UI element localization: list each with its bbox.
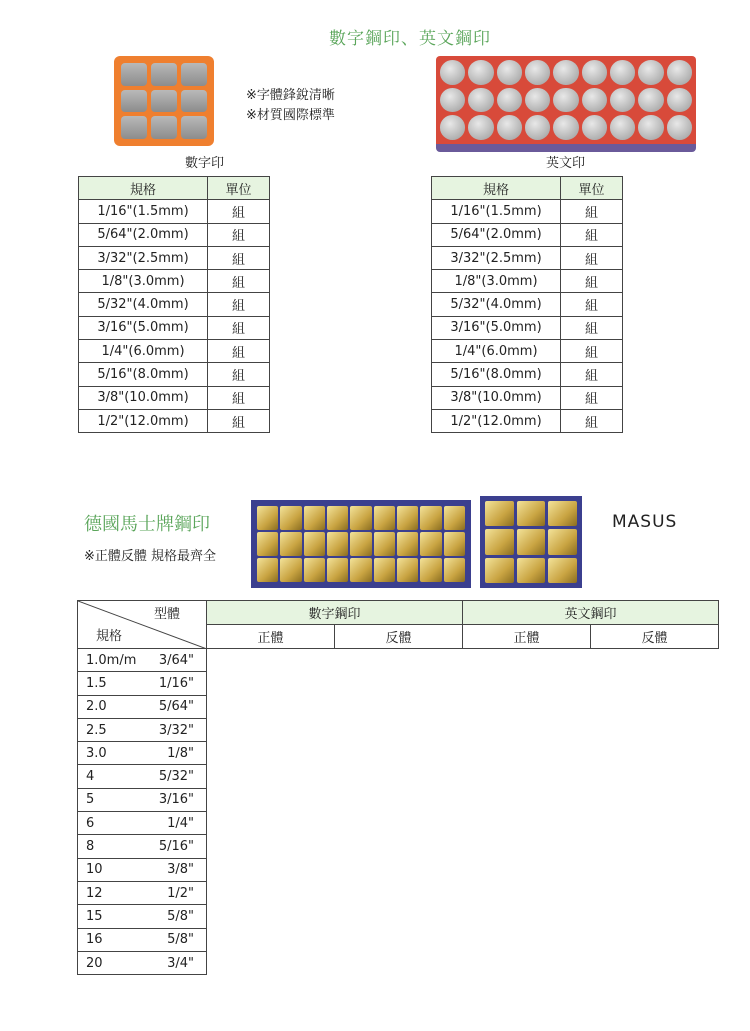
spec-rows: [79, 200, 270, 433]
size-cell: [78, 835, 207, 858]
metric-size: 12: [86, 885, 103, 901]
spec-cell: 3/8"(10.0mm): [79, 386, 208, 409]
metric-size: 16: [86, 932, 103, 948]
letter-stamp-caption: 英文印: [546, 156, 586, 171]
table-row: [78, 905, 207, 928]
unit-cell: 組: [208, 200, 270, 223]
table-row: [432, 340, 623, 363]
masus-letter-stamp-image: [251, 500, 471, 588]
unit-cell: 組: [208, 363, 270, 386]
inch-size: 1/8": [167, 745, 194, 761]
spec-cell: 5/64"(2.0mm): [79, 223, 208, 246]
unit-cell: 組: [561, 223, 623, 246]
table-row: [79, 363, 270, 386]
table-row: [432, 363, 623, 386]
masus-number-stamp-image: [480, 496, 582, 588]
unit-cell: 組: [561, 340, 623, 363]
unit-cell: 組: [561, 316, 623, 339]
column-header-unit: 單位: [561, 177, 623, 200]
size-rows: [78, 601, 207, 975]
table-row: [432, 270, 623, 293]
metric-size: 2.0: [86, 699, 107, 715]
brand-name: MASUS: [612, 512, 678, 532]
inch-size: 1/4": [167, 815, 194, 831]
spec-cell: 5/16"(8.0mm): [79, 363, 208, 386]
sub-header-reverse: 反體: [335, 625, 463, 649]
spec-cell: 3/32"(2.5mm): [79, 246, 208, 269]
spec-cell: 3/16"(5.0mm): [79, 316, 208, 339]
inch-size: 5/32": [158, 769, 194, 785]
unit-cell: 組: [561, 409, 623, 432]
table-row: [78, 835, 207, 858]
unit-cell: 組: [561, 246, 623, 269]
spec-cell: 3/32"(2.5mm): [432, 246, 561, 269]
inch-size: 3/32": [158, 722, 194, 738]
metric-size: 1.5: [86, 675, 107, 691]
table-row: [432, 293, 623, 316]
table-row: [432, 409, 623, 432]
table-row: [78, 858, 207, 881]
metric-size: 6: [86, 815, 95, 831]
spec-cell: 1/4"(6.0mm): [432, 340, 561, 363]
column-header-spec: 規格: [79, 177, 208, 200]
unit-cell: 組: [561, 363, 623, 386]
table-row: [79, 316, 270, 339]
feature-notes: [246, 86, 335, 126]
corner-header: [78, 601, 207, 649]
metric-size: 2.5: [86, 722, 107, 738]
spec-cell: 1/2"(12.0mm): [79, 409, 208, 432]
number-spec-table: [78, 176, 270, 433]
column-header-spec: 規格: [432, 177, 561, 200]
unit-cell: 組: [561, 293, 623, 316]
number-stamp-caption: 數字印: [185, 156, 225, 171]
table-row: [78, 672, 207, 695]
spec-cell: 5/64"(2.0mm): [432, 223, 561, 246]
metric-size: 5: [86, 792, 95, 808]
letter-spec-table: [431, 176, 623, 433]
size-cell: [78, 695, 207, 718]
table-row: [79, 270, 270, 293]
table-row: [432, 223, 623, 246]
spec-cell: 3/16"(5.0mm): [432, 316, 561, 339]
column-header-unit: 單位: [208, 177, 270, 200]
metric-size: 4: [86, 769, 95, 785]
table-row: [78, 742, 207, 765]
unit-cell: 組: [208, 386, 270, 409]
note-line: ※字體鋒銳清晰: [246, 88, 335, 103]
table-row: [432, 200, 623, 223]
size-cell: [78, 905, 207, 928]
sub-header-reverse: 反體: [591, 625, 719, 649]
table-row: [79, 386, 270, 409]
inch-size: 1/2": [167, 885, 194, 901]
table-row: [79, 246, 270, 269]
spec-cell: 1/16"(1.5mm): [432, 200, 561, 223]
spec-cell: 1/8"(3.0mm): [79, 270, 208, 293]
spec-cell: 3/8"(10.0mm): [432, 386, 561, 409]
table-row: [79, 200, 270, 223]
inch-size: 3/64": [158, 652, 194, 668]
size-cell: [78, 881, 207, 904]
size-cell: [78, 742, 207, 765]
table-row: [78, 881, 207, 904]
unit-cell: 組: [208, 340, 270, 363]
spec-cell: 1/4"(6.0mm): [79, 340, 208, 363]
unit-cell: 組: [208, 316, 270, 339]
table-row: [78, 812, 207, 835]
spec-cell: 1/8"(3.0mm): [432, 270, 561, 293]
table-row: [79, 223, 270, 246]
size-cell: [78, 649, 207, 672]
unit-cell: 組: [561, 270, 623, 293]
table-row: [432, 386, 623, 409]
inch-size: 3/8": [167, 862, 194, 878]
corner-label-spec: 規格: [96, 629, 123, 644]
masus-title: 德國馬士牌鋼印: [84, 514, 210, 535]
size-cell: [78, 858, 207, 881]
table-row: [78, 695, 207, 718]
inch-size: 5/8": [167, 908, 194, 924]
sub-header-upright: 正體: [207, 625, 335, 649]
table-row: [78, 718, 207, 741]
unit-cell: 組: [561, 386, 623, 409]
inch-size: 3/16": [158, 792, 194, 808]
metric-size: 8: [86, 839, 95, 855]
table-row: [78, 928, 207, 951]
table-row: [79, 340, 270, 363]
type-header-table: [206, 600, 719, 649]
page-title: 數字鋼印、英文鋼印: [329, 29, 491, 49]
unit-cell: 組: [208, 293, 270, 316]
size-cell: [78, 765, 207, 788]
size-cell: [78, 672, 207, 695]
masus-note: ※正體反體 規格最齊全: [84, 549, 217, 564]
note-line: ※材質國際標準: [246, 108, 335, 123]
spec-cell: 5/32"(4.0mm): [432, 293, 561, 316]
size-cell: [78, 718, 207, 741]
number-stamp-set-image: [114, 56, 214, 146]
size-table: [77, 600, 207, 975]
size-cell: [78, 812, 207, 835]
spec-cell: 1/16"(1.5mm): [79, 200, 208, 223]
table-row: [432, 246, 623, 269]
inch-size: 3/4": [167, 955, 194, 971]
spec-rows: [432, 200, 623, 433]
table-row: [78, 649, 207, 672]
group-header-letter: 英文鋼印: [463, 601, 719, 625]
letter-stamp-set-image: [436, 56, 696, 152]
size-cell: [78, 951, 207, 974]
table-row: [79, 409, 270, 432]
unit-cell: 組: [208, 246, 270, 269]
metric-size: 10: [86, 862, 103, 878]
spec-cell: 5/16"(8.0mm): [432, 363, 561, 386]
inch-size: 5/64": [158, 699, 194, 715]
metric-size: 3.0: [86, 745, 107, 761]
table-row: [432, 316, 623, 339]
group-header-number: 數字鋼印: [207, 601, 463, 625]
inch-size: 5/8": [167, 932, 194, 948]
corner-label-type: 型體: [153, 607, 180, 622]
table-row: [78, 788, 207, 811]
sub-header-upright: 正體: [463, 625, 591, 649]
table-row: [79, 293, 270, 316]
unit-cell: 組: [208, 223, 270, 246]
unit-cell: 組: [208, 409, 270, 432]
spec-cell: 1/2"(12.0mm): [432, 409, 561, 432]
unit-cell: 組: [208, 270, 270, 293]
inch-size: 1/16": [158, 675, 194, 691]
table-row: [78, 765, 207, 788]
metric-size: 20: [86, 955, 103, 971]
metric-size: 1.0m/m: [86, 652, 137, 668]
table-row: [78, 951, 207, 974]
metric-size: 15: [86, 908, 103, 924]
inch-size: 5/16": [158, 839, 194, 855]
size-cell: [78, 928, 207, 951]
unit-cell: 組: [561, 200, 623, 223]
spec-cell: 5/32"(4.0mm): [79, 293, 208, 316]
size-cell: [78, 788, 207, 811]
